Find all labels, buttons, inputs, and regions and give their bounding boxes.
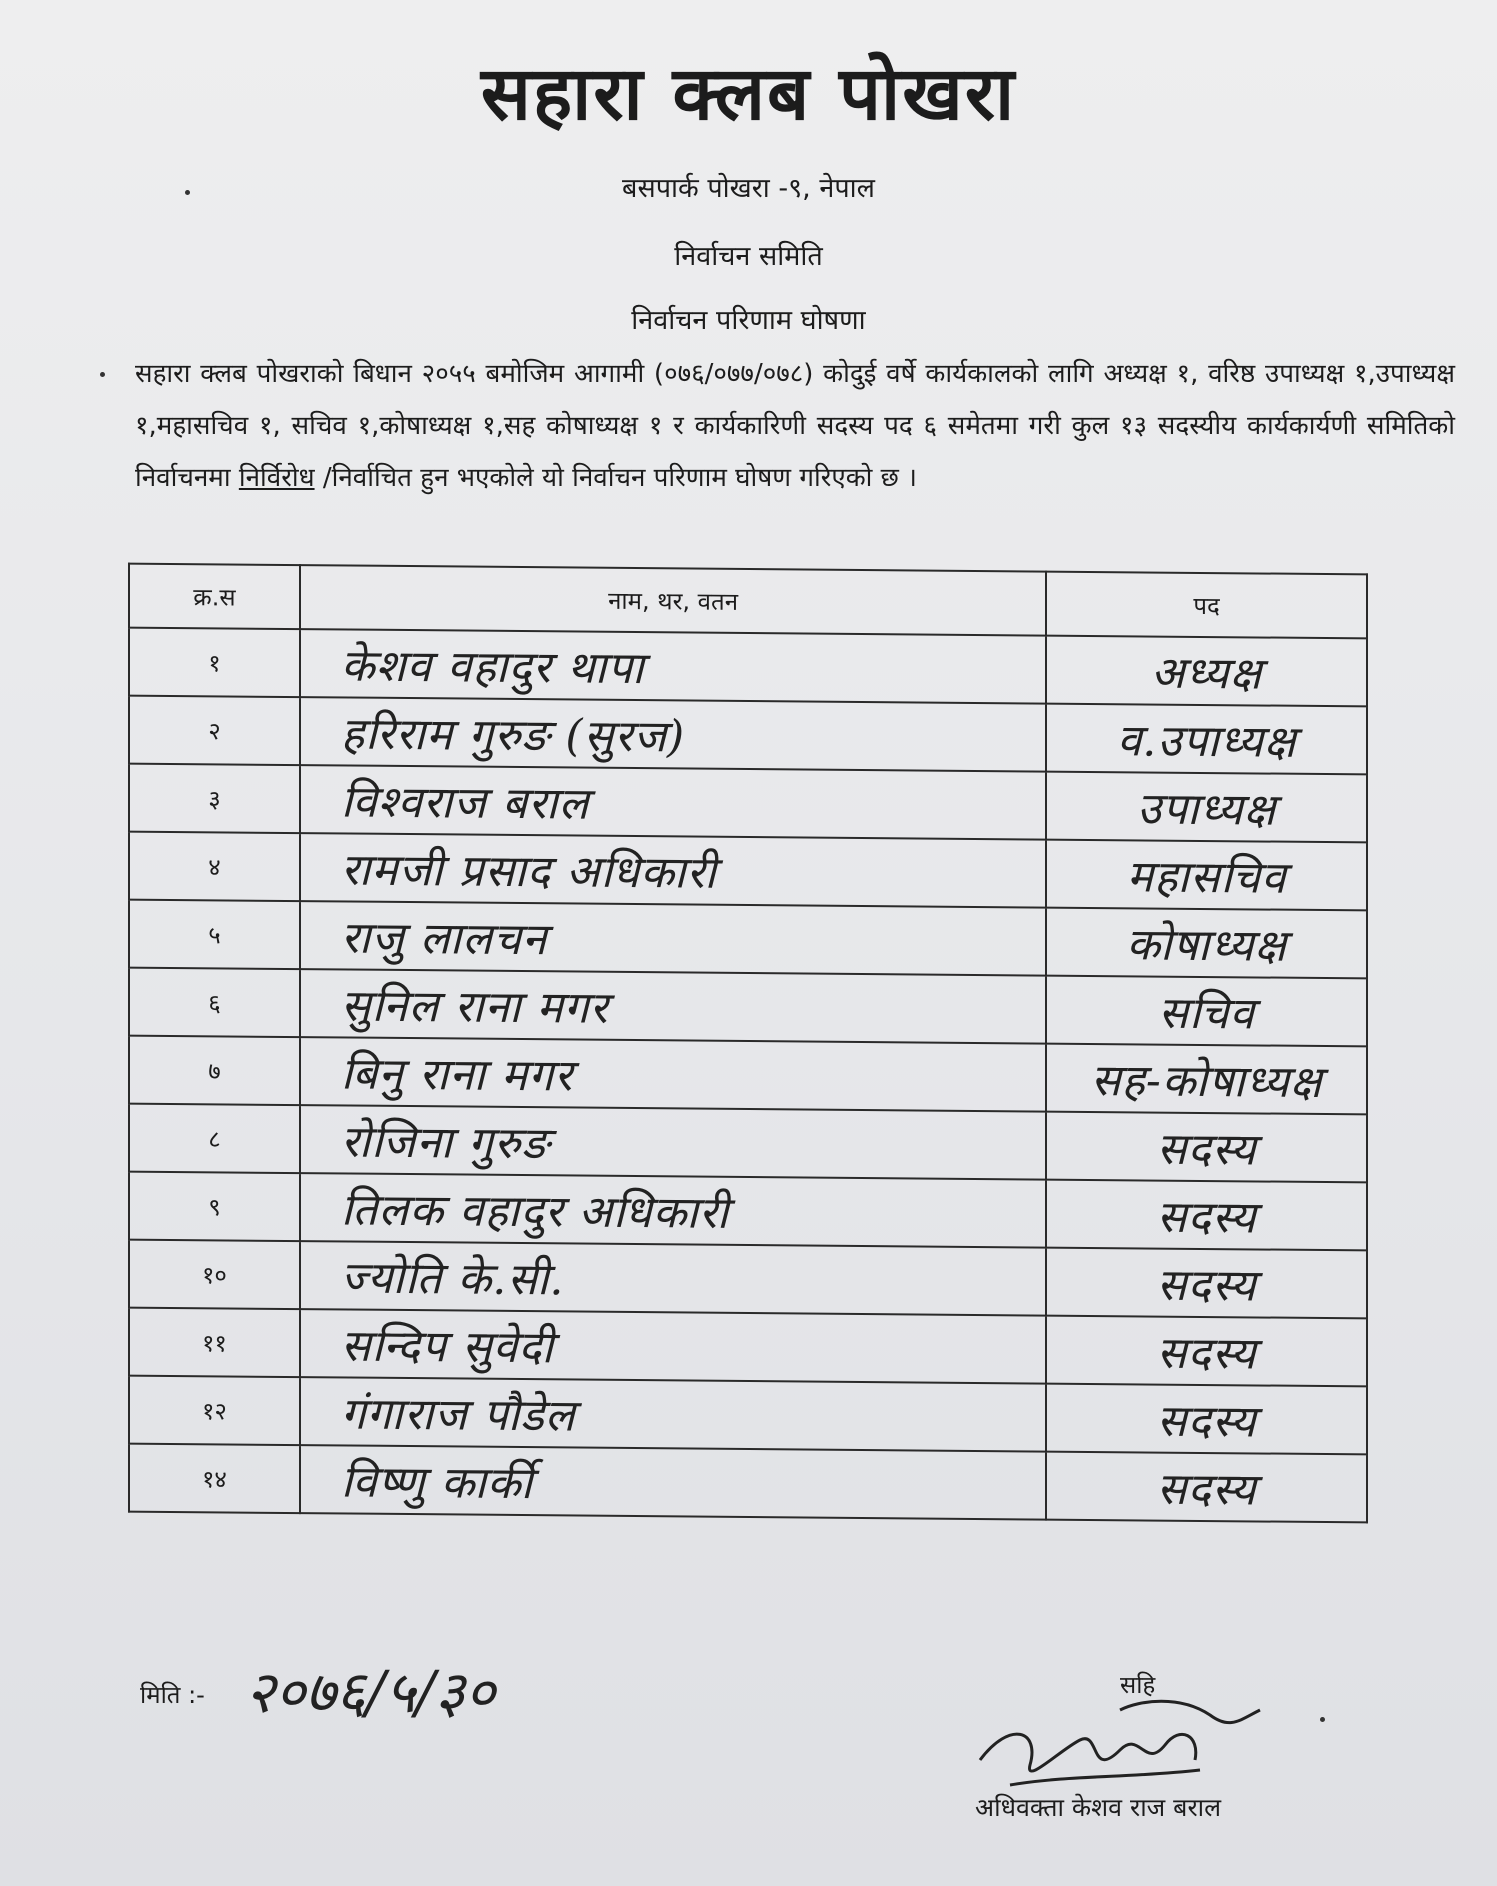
table-row bbox=[129, 696, 1367, 775]
post-cell: सदस्य bbox=[1046, 1316, 1367, 1387]
table-row bbox=[129, 628, 1367, 707]
notice-paragraph bbox=[135, 348, 1455, 504]
serial-cell: ६ bbox=[129, 968, 300, 1037]
post-cell: सदस्य bbox=[1046, 1248, 1367, 1319]
post-cell: महासचिव bbox=[1046, 840, 1367, 911]
serial-cell: १ bbox=[129, 628, 300, 697]
date-value: २०७६/५/३० bbox=[245, 1658, 496, 1726]
name-cell: गंगाराज पौडेल bbox=[300, 1377, 1046, 1452]
post-cell: कोषाध्यक्ष bbox=[1046, 908, 1367, 979]
name-cell: विश्वराज बराल bbox=[300, 765, 1046, 840]
post-cell: सदस्य bbox=[1046, 1180, 1367, 1251]
name-cell: ज्योति के.सी. bbox=[300, 1241, 1046, 1316]
serial-cell: ११ bbox=[129, 1308, 300, 1377]
club-title: सहारा क्लब पोखरा bbox=[480, 51, 1017, 137]
notice-title: निर्वाचन परिणाम घोषणा bbox=[631, 305, 866, 336]
table-row bbox=[129, 1444, 1367, 1523]
post-cell: सचिव bbox=[1046, 976, 1367, 1047]
table-row bbox=[129, 1036, 1367, 1115]
table-row bbox=[129, 1104, 1367, 1183]
name-cell: सन्दिप सुवेदी bbox=[300, 1309, 1046, 1384]
table-row bbox=[129, 1376, 1367, 1455]
post-cell: व.उपाध्यक्ष bbox=[1046, 704, 1367, 775]
speck-dot bbox=[185, 190, 190, 195]
name-cell: केशव वहादुर थापा bbox=[300, 629, 1046, 704]
serial-cell: ४ bbox=[129, 832, 300, 901]
signature-label: सहि bbox=[1120, 1671, 1156, 1699]
serial-cell: १४ bbox=[129, 1444, 300, 1513]
table-row bbox=[129, 1308, 1367, 1387]
speck-dot bbox=[1320, 1717, 1325, 1722]
club-address: बसपार्क पोखरा -९, नेपाल bbox=[622, 173, 875, 204]
serial-cell: ५ bbox=[129, 900, 300, 969]
table-row bbox=[129, 764, 1367, 843]
table-row bbox=[129, 1240, 1367, 1319]
table-row bbox=[129, 1172, 1367, 1251]
serial-cell: ३ bbox=[129, 764, 300, 833]
header-serial: क्र.स bbox=[129, 564, 300, 629]
post-cell: सदस्य bbox=[1046, 1452, 1367, 1523]
post-cell: सदस्य bbox=[1046, 1112, 1367, 1183]
post-cell: सह-कोषाध्यक्ष bbox=[1046, 1044, 1367, 1115]
committee-name: निर्वाचन समिति bbox=[674, 241, 823, 272]
post-cell: अध्यक्ष bbox=[1046, 636, 1367, 707]
header-post: पद bbox=[1046, 572, 1367, 639]
signature-scribble bbox=[970, 1690, 1290, 1800]
header-name: नाम, थर, वतन bbox=[300, 565, 1046, 636]
serial-cell: ७ bbox=[129, 1036, 300, 1105]
table-row bbox=[129, 968, 1367, 1047]
post-cell: सदस्य bbox=[1046, 1384, 1367, 1455]
name-cell: बिनु राना मगर bbox=[300, 1037, 1046, 1112]
serial-cell: १० bbox=[129, 1240, 300, 1309]
name-cell: तिलक वहादुर अधिकारी bbox=[300, 1173, 1046, 1248]
name-cell: हरिराम गुरुङ (सुरज) bbox=[300, 697, 1046, 772]
name-cell: विष्णु कार्की bbox=[300, 1445, 1046, 1520]
paragraph-text-before: सहारा क्लब पोखराको बिधान २०५५ बमोजिम आगामी (०७६/०७७/०७८) कोदुई वर्षे कार्यकालको लागि अध्यक्ष १, वरिष्ठ उपाध्यक्ष १,उपाध्यक्ष १,महासचिव १, सचिव १,कोषाध्यक्ष १,सह कोषाध्यक्ष १ र कार्यकारिणी सदस्य पद ६ समेतमा गरी कुल १३ सदस्यीय कार्यकार्यणी समितिको निर्वाचनमा bbox=[135, 359, 1455, 493]
post-cell: उपाध्यक्ष bbox=[1046, 772, 1367, 843]
name-cell: राजु लालचन bbox=[300, 901, 1046, 976]
speck-dot bbox=[100, 372, 105, 377]
name-cell: रामजी प्रसाद अधिकारी bbox=[300, 833, 1046, 908]
serial-cell: ९ bbox=[129, 1172, 300, 1241]
date-label: मिति :- bbox=[140, 1681, 205, 1709]
serial-cell: १२ bbox=[129, 1376, 300, 1445]
table-row bbox=[129, 832, 1367, 911]
paragraph-text-after: /निर्वाचित हुन भएकोले यो निर्वाचन परिणाम घोषण गरिएको छ । bbox=[314, 463, 918, 493]
table-row bbox=[129, 900, 1367, 979]
results-table bbox=[128, 563, 1368, 1524]
name-cell: सुनिल राना मगर bbox=[300, 969, 1046, 1044]
unopposed-word: निर्विरोध bbox=[238, 463, 315, 493]
table-header-row bbox=[129, 564, 1367, 639]
name-cell: रोजिना गुरुङ bbox=[300, 1105, 1046, 1180]
signer-name: अधिवक्ता केशव राज बराल bbox=[975, 1793, 1222, 1822]
serial-cell: २ bbox=[129, 696, 300, 765]
serial-cell: ८ bbox=[129, 1104, 300, 1173]
